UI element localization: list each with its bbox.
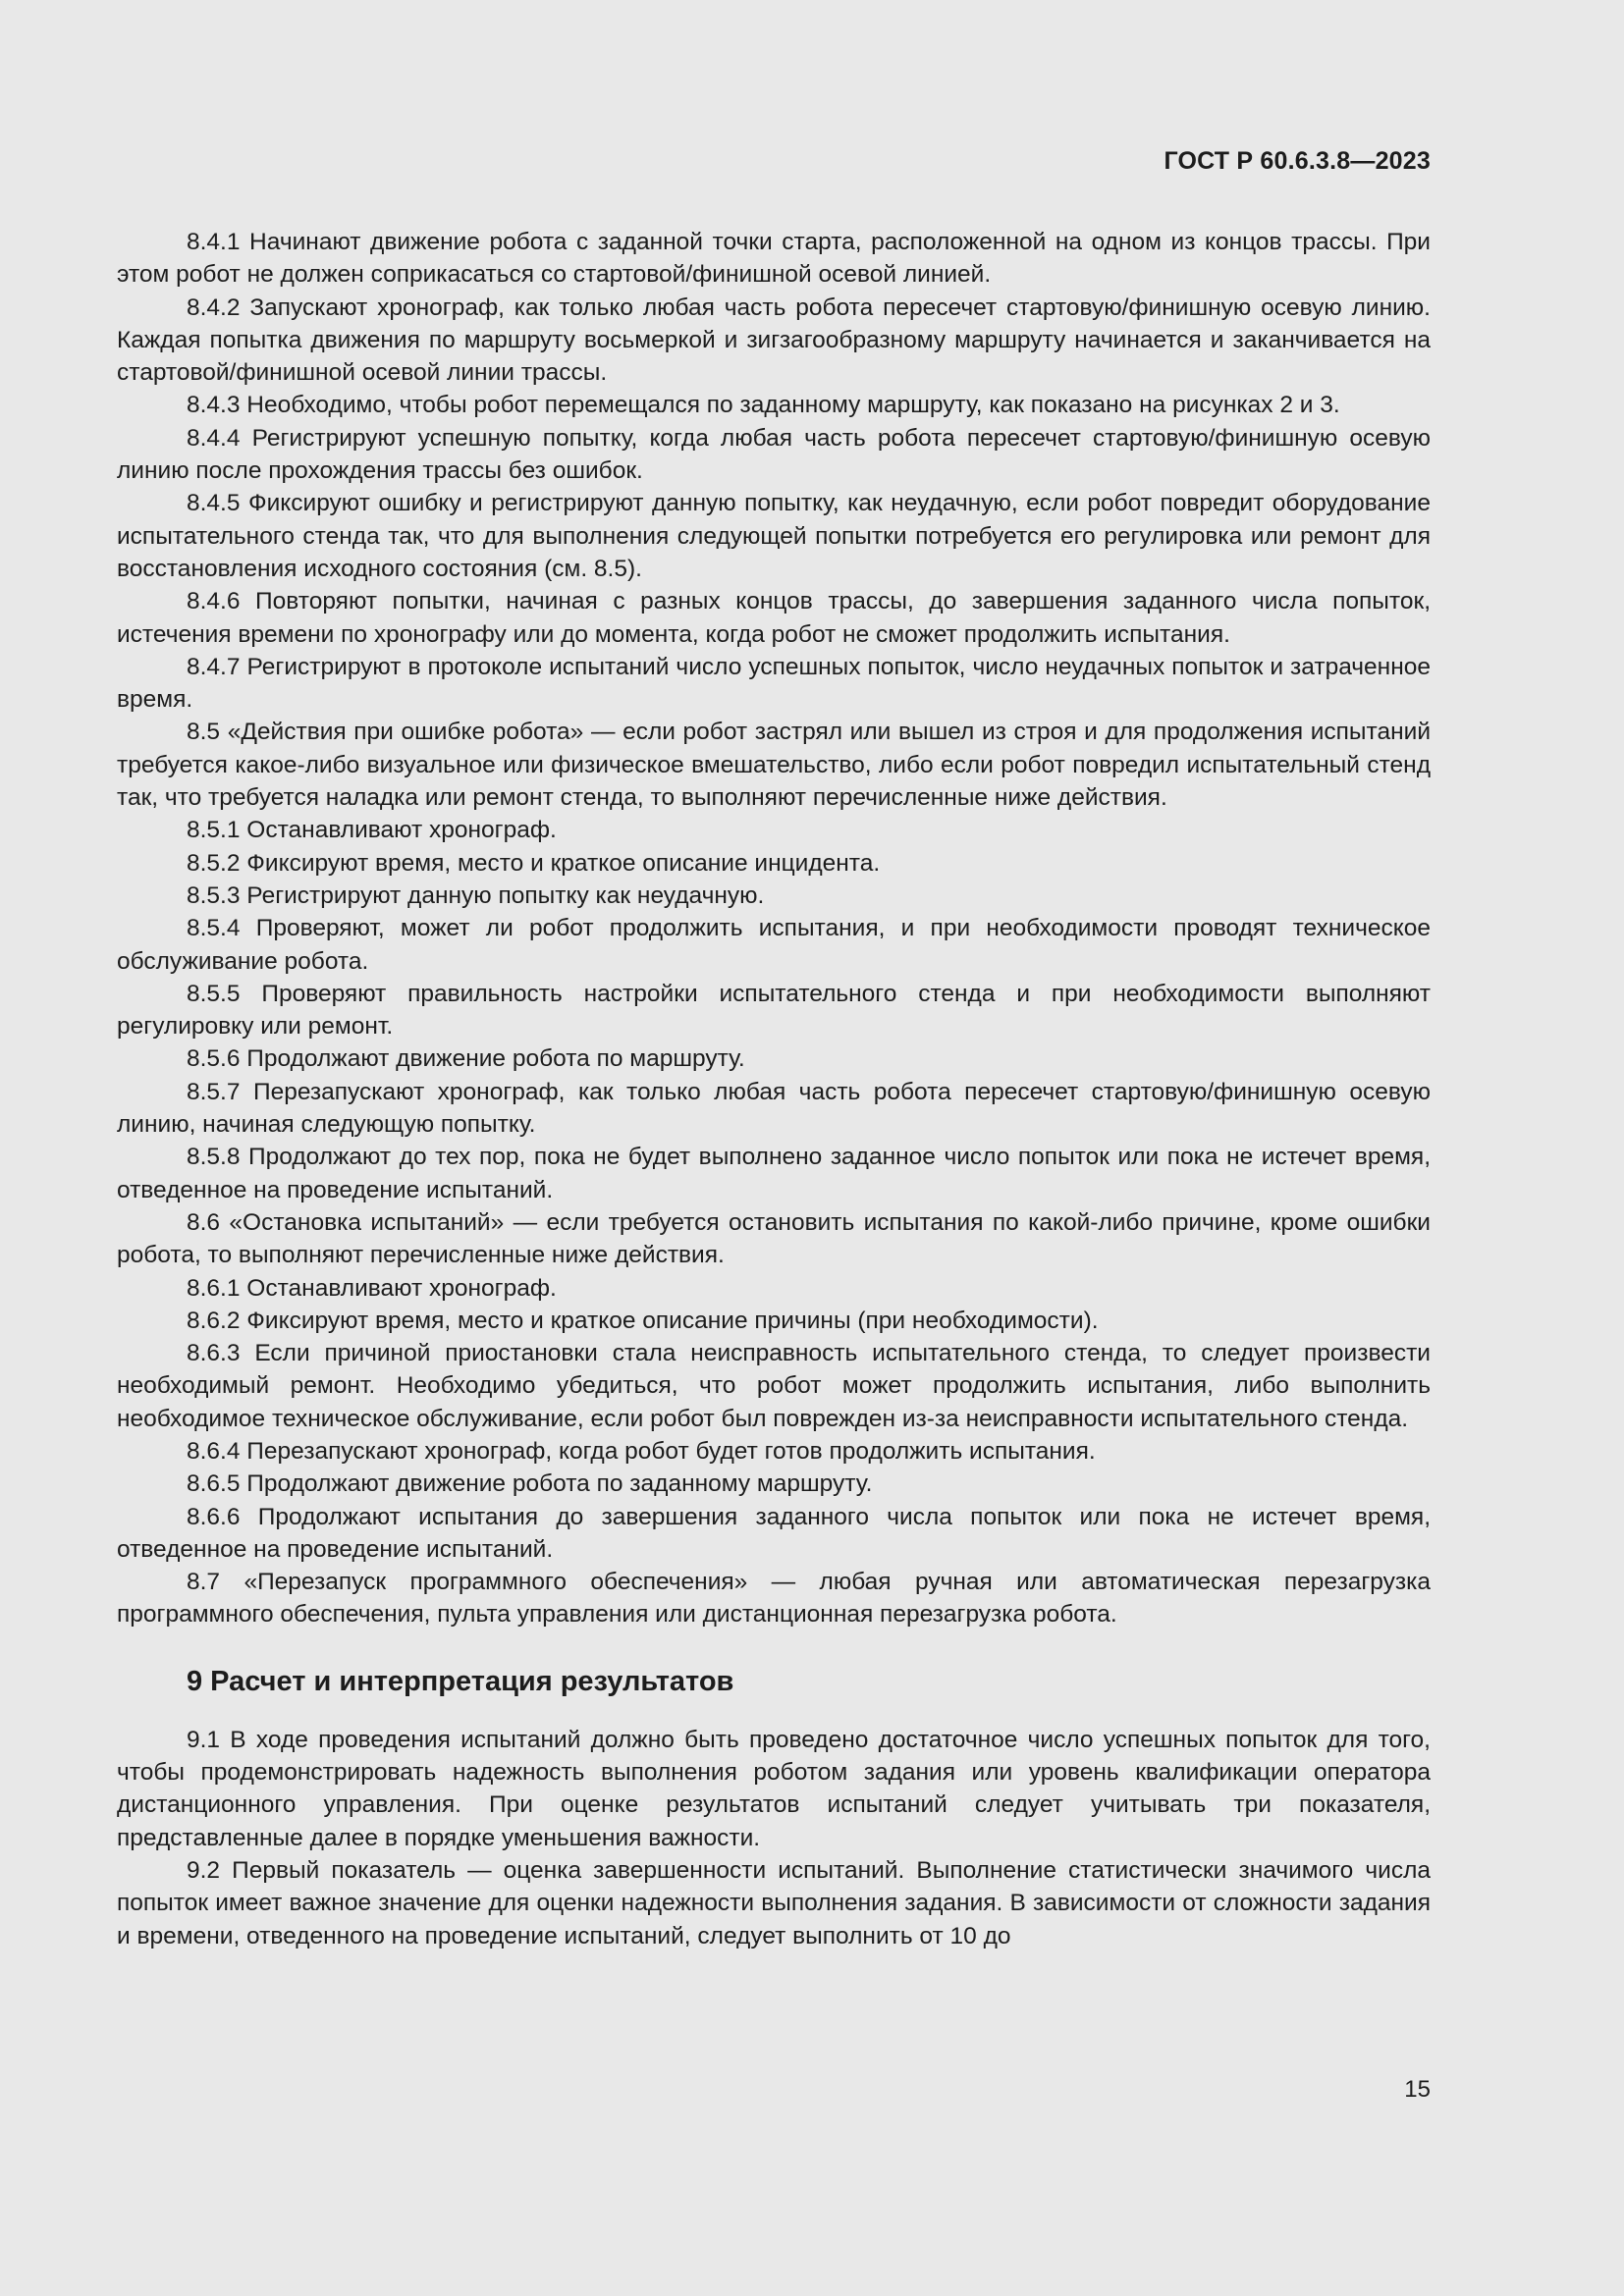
paragraph-8-5: 8.5 «Действия при ошибке робота» — если робот застрял или вышел из строя и для продолжения испытаний требуется какое-либо визуальное или физическое вмешательство, либо если робот повредил испытательный стенд так, что требуется наладка или ремонт стенда, то выполняют перечисленные ниже действия. bbox=[117, 719, 1431, 812]
document-body bbox=[117, 226, 1431, 1952]
document-header: ГОСТ Р 60.6.3.8—2023 bbox=[1164, 147, 1431, 175]
paragraph-8-5-3: 8.5.3 Регистрируют данную попытку как неудачную. bbox=[187, 881, 765, 909]
paragraph-8-6-6: 8.6.6 Продолжают испытания до завершения заданного числа попыток или пока не истечет время, отведенное на проведение испытаний. bbox=[117, 1503, 1431, 1563]
paragraph-8-5-1: 8.5.1 Останавливают хронограф. bbox=[187, 817, 557, 844]
paragraph-8-6-2: 8.6.2 Фиксируют время, место и краткое описание причины (при необходимости). bbox=[187, 1307, 1099, 1334]
section-heading: 9 Расчет и интерпретация результатов bbox=[187, 1665, 734, 1697]
paragraph-8-4-2: 8.4.2 Запускают хронограф, как только любая часть робота пересечет стартовую/финишную осевую линию. Каждая попытка движения по маршруту восьмеркой и зигзагообразному маршруту начинается и заканчивается на стартовой/финишной осевой линии трассы. bbox=[117, 294, 1431, 387]
paragraph-8-5-4: 8.5.4 Проверяют, может ли робот продолжить испытания, и при необходимости проводят техническое обслуживание робота. bbox=[117, 915, 1431, 975]
paragraph-8-4-7: 8.4.7 Регистрируют в протоколе испытаний число успешных попыток, число неудачных попыток и затраченное время. bbox=[117, 653, 1431, 714]
paragraph-8-4-1: 8.4.1 Начинают движение робота с заданной точки старта, расположенной на одном из концов трассы. При этом робот не должен соприкасаться со стартовой/финишной осевой линией. bbox=[117, 229, 1431, 289]
paragraph-8-5-8: 8.5.8 Продолжают до тех пор, пока не будет выполнено заданное число попыток или пока не истечет время, отведенное на проведение испытаний. bbox=[117, 1144, 1431, 1203]
page-number: 15 bbox=[1404, 2076, 1431, 2103]
paragraph-8-6-4: 8.6.4 Перезапускают хронограф, когда робот будет готов продолжить испытания. bbox=[187, 1437, 1096, 1465]
paragraph-8-5-6: 8.5.6 Продолжают движение робота по маршруту. bbox=[187, 1045, 745, 1073]
paragraph-8-4-6: 8.4.6 Повторяют попытки, начиная с разных концов трассы, до завершения заданного числа попыток, истечения времени по хронографу или до момента, когда робот не сможет продолжить испытания. bbox=[117, 588, 1431, 648]
paragraph-9-2: 9.2 Первый показатель — оценка завершенности испытаний. Выполнение статистически значимого числа попыток имеет важное значение для оценки надежности выполнения задания. В зависимости от сложности задания и времени, отведенного на проведение испытаний, следует выполнить от 10 до bbox=[117, 1856, 1431, 1949]
paragraph-8-5-7: 8.5.7 Перезапускают хронограф, как только любая часть робота пересечет стартовую/финишную осевую линию, начиная следующую попытку. bbox=[117, 1078, 1431, 1139]
paragraph-8-5-2: 8.5.2 Фиксируют время, место и краткое описание инцидента. bbox=[187, 849, 881, 877]
paragraph-8-6-3: 8.6.3 Если причиной приостановки стала неисправность испытательного стенда, то следует произвести необходимый ремонт. Необходимо убедиться, что робот может продолжить испытания, либо выполнить необходимое техническое обслуживание, если робот был поврежден из-за неисправности испытательного стенда. bbox=[117, 1340, 1431, 1432]
paragraph-8-4-4: 8.4.4 Регистрируют успешную попытку, когда любая часть робота пересечет стартовую/финишную осевую линию после прохождения трассы без ошибок. bbox=[117, 424, 1431, 485]
paragraph-8-6-5: 8.6.5 Продолжают движение робота по заданному маршруту. bbox=[187, 1470, 873, 1498]
paragraph-8-4-5: 8.4.5 Фиксируют ошибку и регистрируют данную попытку, как неудачную, если робот повредит оборудование испытательного стенда так, что для выполнения следующей попытки потребуется его регулировка или ремонт для восстановления исходного состояния (см. 8.5). bbox=[117, 490, 1431, 582]
paragraph-8-4-3: 8.4.3 Необходимо, чтобы робот перемещался по заданному маршруту, как показано на рисунках 2 и 3. bbox=[187, 392, 1340, 419]
paragraph-8-6-1: 8.6.1 Останавливают хронограф. bbox=[187, 1274, 557, 1302]
paragraph-8-7: 8.7 «Перезапуск программного обеспечения» — любая ручная или автоматическая перезагрузка программного обеспечения, пульта управления или дистанционная перезагрузка робота. bbox=[117, 1569, 1431, 1629]
paragraph-9-1: 9.1 В ходе проведения испытаний должно быть проведено достаточное число успешных попыток для того, чтобы продемонстрировать надежность выполнения роботом задания или уровень квалификации оператора дистанционного управления. При оценке результатов испытаний следует учитывать три показателя, представленные далее в порядке уменьшения важности. bbox=[117, 1726, 1431, 1851]
paragraph-8-6: 8.6 «Остановка испытаний» — если требуется остановить испытания по какой-либо причине, кроме ошибки робота, то выполняют перечисленные ниже действия. bbox=[117, 1208, 1431, 1269]
paragraph-8-5-5: 8.5.5 Проверяют правильность настройки испытательного стенда и при необходимости выполняют регулировку или ремонт. bbox=[117, 980, 1431, 1041]
